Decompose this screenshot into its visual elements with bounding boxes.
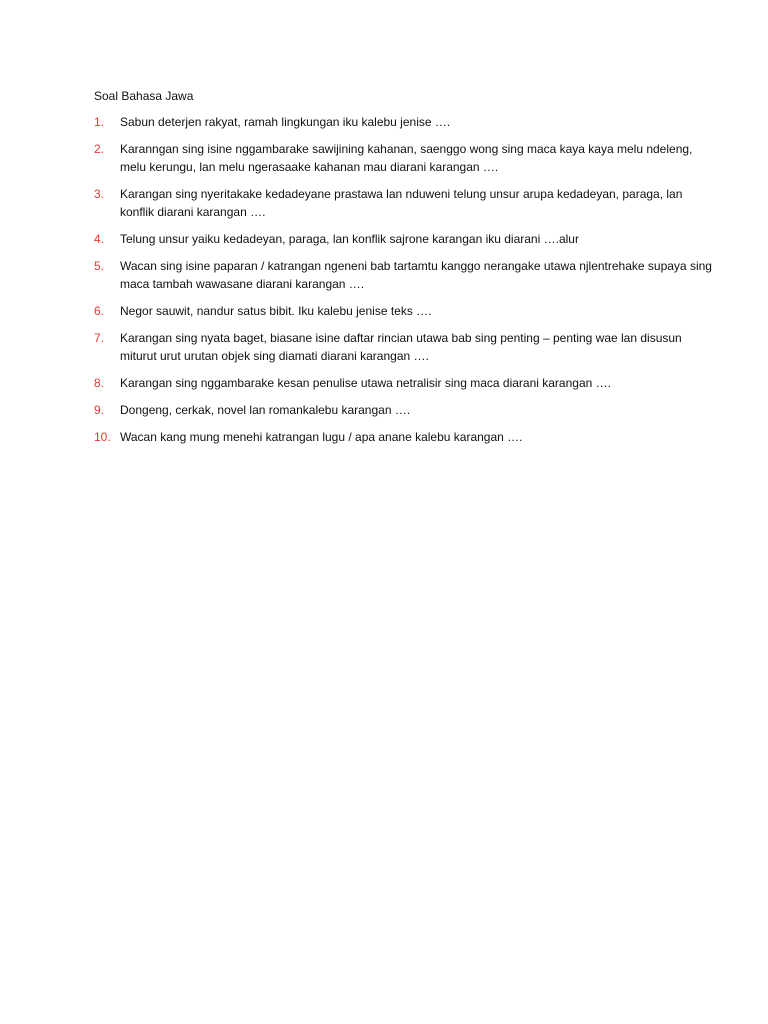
question-number: 1. xyxy=(94,115,105,129)
question-item xyxy=(94,302,714,320)
question-item xyxy=(94,140,714,176)
question-item xyxy=(94,401,714,419)
question-item xyxy=(94,329,714,365)
question-number: 10. xyxy=(94,430,111,444)
document-title: Soal Bahasa Jawa xyxy=(94,89,194,103)
question-text: Karangan sing nyeritakake kedadeyane prastawa lan nduweni telung unsur arupa kedadeyan, paraga, lan konflik diarani karangan …. xyxy=(120,187,683,219)
question-text: Karanngan sing isine nggambarake sawijining kahanan, saenggo wong sing maca kaya kaya melu ndeleng, melu kerungu, lan melu ngerasaake kahanan mau diarani karangan …. xyxy=(120,142,693,174)
question-text: Wacan kang mung menehi katrangan lugu / apa anane kalebu karangan …. xyxy=(120,430,523,444)
question-number: 3. xyxy=(94,187,105,201)
question-item xyxy=(94,428,714,446)
question-number: 8. xyxy=(94,376,105,390)
question-number: 9. xyxy=(94,403,105,417)
question-number: 6. xyxy=(94,304,105,318)
question-number: 7. xyxy=(94,331,105,345)
question-item xyxy=(94,374,714,392)
question-text: Dongeng, cerkak, novel lan romankalebu karangan …. xyxy=(120,403,411,417)
question-text: Karangan sing nggambarake kesan penulise utawa netralisir sing maca diarani karangan …. xyxy=(120,376,611,390)
question-list xyxy=(94,113,714,446)
question-item xyxy=(94,257,714,293)
question-text: Sabun deterjen rakyat, ramah lingkungan iku kalebu jenise …. xyxy=(120,115,451,129)
question-item xyxy=(94,230,714,248)
question-text: Wacan sing isine paparan / katrangan ngeneni bab tartamtu kanggo nerangake utawa njlentrehake supaya sing maca tambah wawasane diarani karangan …. xyxy=(120,259,712,291)
question-item xyxy=(94,113,714,131)
question-item xyxy=(94,185,714,221)
question-number: 4. xyxy=(94,232,105,246)
question-text: Telung unsur yaiku kedadeyan, paraga, lan konflik sajrone karangan iku diarani ….alur xyxy=(120,232,579,246)
question-number: 2. xyxy=(94,142,105,156)
question-text: Negor sauwit, nandur satus bibit. Iku kalebu jenise teks …. xyxy=(120,304,432,318)
document-content xyxy=(94,88,714,455)
question-text: Karangan sing nyata baget, biasane isine daftar rincian utawa bab sing penting – penting wae lan disusun miturut urut urutan objek sing diamati diarani karangan …. xyxy=(120,331,682,363)
question-number: 5. xyxy=(94,259,105,273)
